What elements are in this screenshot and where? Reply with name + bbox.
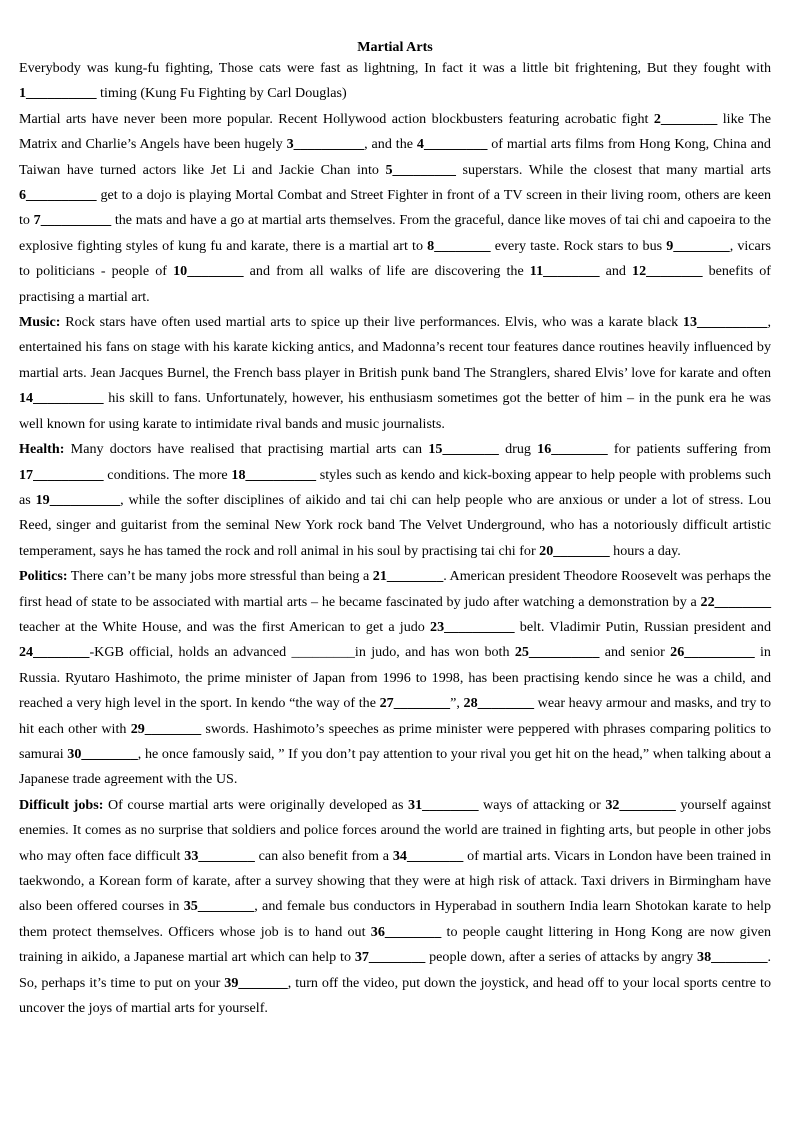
text-run: . So, perhaps it’s time to put on your — [19, 949, 772, 991]
text-run: and senior — [599, 644, 671, 661]
section-heading: Politics: — [19, 568, 68, 585]
numbered-blank: 2________ — [653, 110, 718, 127]
text-run: , turn off the video, put down the joystick, and head off to your local sports centre to uncover the joys of martial arts for yourself. — [19, 974, 771, 1017]
text-run: drug — [498, 441, 538, 458]
section-heading: Health: — [19, 441, 65, 458]
numbered-blank: 6__________ — [19, 187, 97, 204]
numbered-blank: 37________ — [354, 949, 426, 966]
text-run: every taste. Rock stars to bus — [490, 237, 667, 254]
numbered-blank: 31________ — [408, 796, 479, 813]
numbered-blank: 22________ — [700, 593, 771, 610]
numbered-blank: 33________ — [184, 847, 255, 864]
paragraph-health — [19, 437, 771, 564]
numbered-blank: 26__________ — [670, 644, 755, 661]
numbered-blank: 12________ — [632, 263, 703, 280]
text-run: ”, — [450, 695, 464, 712]
numbered-blank: 25__________ — [514, 644, 600, 661]
text-run: -KGB official, holds an advanced _________in judo, and has won both — [89, 644, 515, 661]
numbered-blank: 34________ — [392, 847, 464, 864]
text-run: Of course martial arts were originally developed as — [103, 796, 409, 813]
text-run: , while the softer disciplines of aikido and tai chi can help people who are anxious or under a lot of stress. Lou Reed, singer and guitarist from the seminal New York rock band The Velvet Underground, who has a notoriously difficult artistic temperament, says he has tamed the rock and roll animal in his soul by practising tai chi for — [19, 491, 772, 559]
text-run: Rock stars have often used martial arts to spice up their live performances. Elvis, who was a karate black — [60, 314, 683, 331]
numbered-blank: 27________ — [379, 695, 451, 712]
numbered-blank: 36________ — [370, 923, 442, 940]
numbered-blank: 3__________ — [286, 136, 365, 153]
numbered-blank: 7__________ — [33, 212, 112, 229]
numbered-blank: 5_________ — [385, 161, 456, 178]
paragraph-popularity — [19, 107, 771, 310]
text-run: , he once famously said, ” If you don’t pay attention to your rival you get hit on the head,” when talking about a Japanese trade agreement with the US. — [19, 745, 772, 788]
text-run: for patients suffering from — [607, 441, 771, 458]
text-run: get to a dojo is playing Mortal Combat and Street Fighter in front of a TV screen in their living room, others are keen to — [19, 187, 771, 229]
numbered-blank: 10________ — [173, 263, 244, 280]
numbered-blank: 8________ — [427, 237, 491, 254]
text-run: , and female bus conductors in Hyperabad in southern India learn Shotokan karate to help them protect themselves. Officers whose job is to hand out — [19, 898, 771, 940]
text-run: teacher at the White House, and was the first American to get a judo — [19, 618, 431, 635]
text-run: of martial arts. Vicars in London have been trained in taekwondo, a Korean form of karate, after a survey showing that they were at high risk of attack. Taxi drivers in Birmingham have also been offered courses in — [19, 847, 772, 915]
text-run: . American president Theodore Roosevelt was perhaps the first head of state to be associated with martial arts – he became fascinated by judo after watching a demonstration by a — [19, 568, 771, 610]
numbered-blank: 30________ — [67, 745, 138, 762]
text-run: There can’t be many jobs more stressful than being a — [67, 568, 373, 585]
section-heading: Difficult jobs: — [19, 796, 104, 813]
numbered-blank: 35________ — [183, 898, 255, 915]
numbered-blank: 21________ — [372, 568, 444, 585]
paragraph-music — [19, 310, 771, 437]
text-run: people down, after a series of attacks by angry — [425, 949, 698, 966]
text-run: benefits of practising a martial art. — [19, 263, 772, 305]
text-run: the mats and have a go at martial arts themselves. From the graceful, dance like moves of tai chi and capoeira to the explosive fighting styles of kung fu and karate, there is a martial art to — [19, 212, 771, 254]
numbered-blank: 11________ — [529, 263, 600, 280]
numbered-blank: 17__________ — [19, 466, 104, 483]
text-run: Many doctors have realised that practising martial arts can — [64, 441, 429, 458]
text-run: can also benefit from a — [254, 847, 393, 864]
text-run: wear heavy armour and masks, and try to hit each other with — [19, 695, 771, 737]
numbered-blank: 23__________ — [430, 618, 515, 635]
numbered-blank: 18__________ — [231, 466, 316, 483]
document-title: Martial Arts — [357, 39, 433, 55]
text-run: his skill to fans. Unfortunately, however, his enthusiasm sometimes got the better of him – in the punk era he was well known for using karate to intimidate rival bands and music journalists. — [19, 390, 771, 432]
numbered-blank: 20________ — [539, 542, 610, 559]
paragraph-difficult-jobs — [19, 793, 771, 1022]
numbered-blank: 29________ — [130, 720, 202, 737]
paragraph-politics — [19, 564, 771, 793]
text-run: , and the — [364, 136, 417, 153]
numbered-blank: 24________ — [19, 644, 90, 661]
numbered-blank: 13__________ — [682, 314, 768, 331]
numbered-blank: 4_________ — [416, 136, 488, 153]
numbered-blank: 16________ — [537, 441, 608, 458]
numbered-blank: 1__________ — [19, 85, 97, 102]
numbered-blank: 38________ — [697, 949, 768, 966]
text-run: like The Matrix and Charlie’s Angels have been hugely — [19, 110, 772, 153]
paragraph-intro — [19, 56, 771, 107]
text-run: Everybody was kung-fu fighting, Those cats were fast as lightning, In fact it was a little bit frightening, But they fought with — [19, 60, 771, 76]
numbered-blank: 15________ — [428, 441, 499, 458]
text-run: hours a day. — [609, 542, 681, 559]
text-run: , entertained his fans on stage with his karate kicking antics, and Madonna’s recent tour features dance routines heavily influenced by martial arts. Jean Jacques Burnel, the French bass player in British punk band The Stranglers, shared Elvis’ love for karate and often — [19, 314, 771, 381]
numbered-blank: 39_______ — [224, 974, 288, 991]
text-run: Martial arts have never been more popular. Recent Hollywood action blockbusters featuring acrobatic fight — [19, 110, 654, 127]
text-run: and — [599, 263, 633, 280]
numbered-blank: 9________ — [666, 237, 730, 254]
text-run: , vicars to politicians - people of — [19, 237, 771, 280]
numbered-blank: 28________ — [463, 695, 534, 712]
section-heading: Music: — [19, 314, 61, 331]
text-run: yourself against enemies. It comes as no surprise that soldiers and police forces around the world are trained in fighting arts, but people in other jobs who may often face difficult — [19, 796, 772, 864]
text-run: superstars. While the closest that many martial arts — [455, 161, 771, 178]
numbered-blank: 14__________ — [19, 390, 104, 407]
text-run: timing (Kung Fu Fighting by Carl Douglas) — [96, 85, 347, 102]
text-run: styles such as kendo and kick-boxing appear to help people with problems such as — [19, 466, 771, 508]
text-run: of martial arts films from Hong Kong, China and Taiwan have turned actors like Jet Li and Jackie Chan into — [19, 136, 771, 178]
text-run: conditions. The more — [103, 466, 232, 483]
text-run: to people caught littering in Hong Kong are now given training in aikido, a Japanese martial art which can help to — [19, 923, 771, 966]
text-run: belt. Vladimir Putin, Russian president and — [514, 618, 772, 635]
text-run: and from all walks of life are discovering the — [243, 263, 530, 280]
text-run: in Russia. Ryutaro Hashimoto, the prime minister of Japan from 1996 to 1998, has been practising kendo since he was a child, and reached a very high level in the sport. In kendo “the way of the — [19, 644, 771, 712]
numbered-blank: 19__________ — [35, 491, 121, 508]
text-run: ways of attacking or — [478, 796, 606, 813]
text-run: swords. Hashimoto’s speeches as prime minister were peppered with phrases comparing politics to samurai — [19, 720, 771, 762]
numbered-blank: 32________ — [605, 796, 676, 813]
